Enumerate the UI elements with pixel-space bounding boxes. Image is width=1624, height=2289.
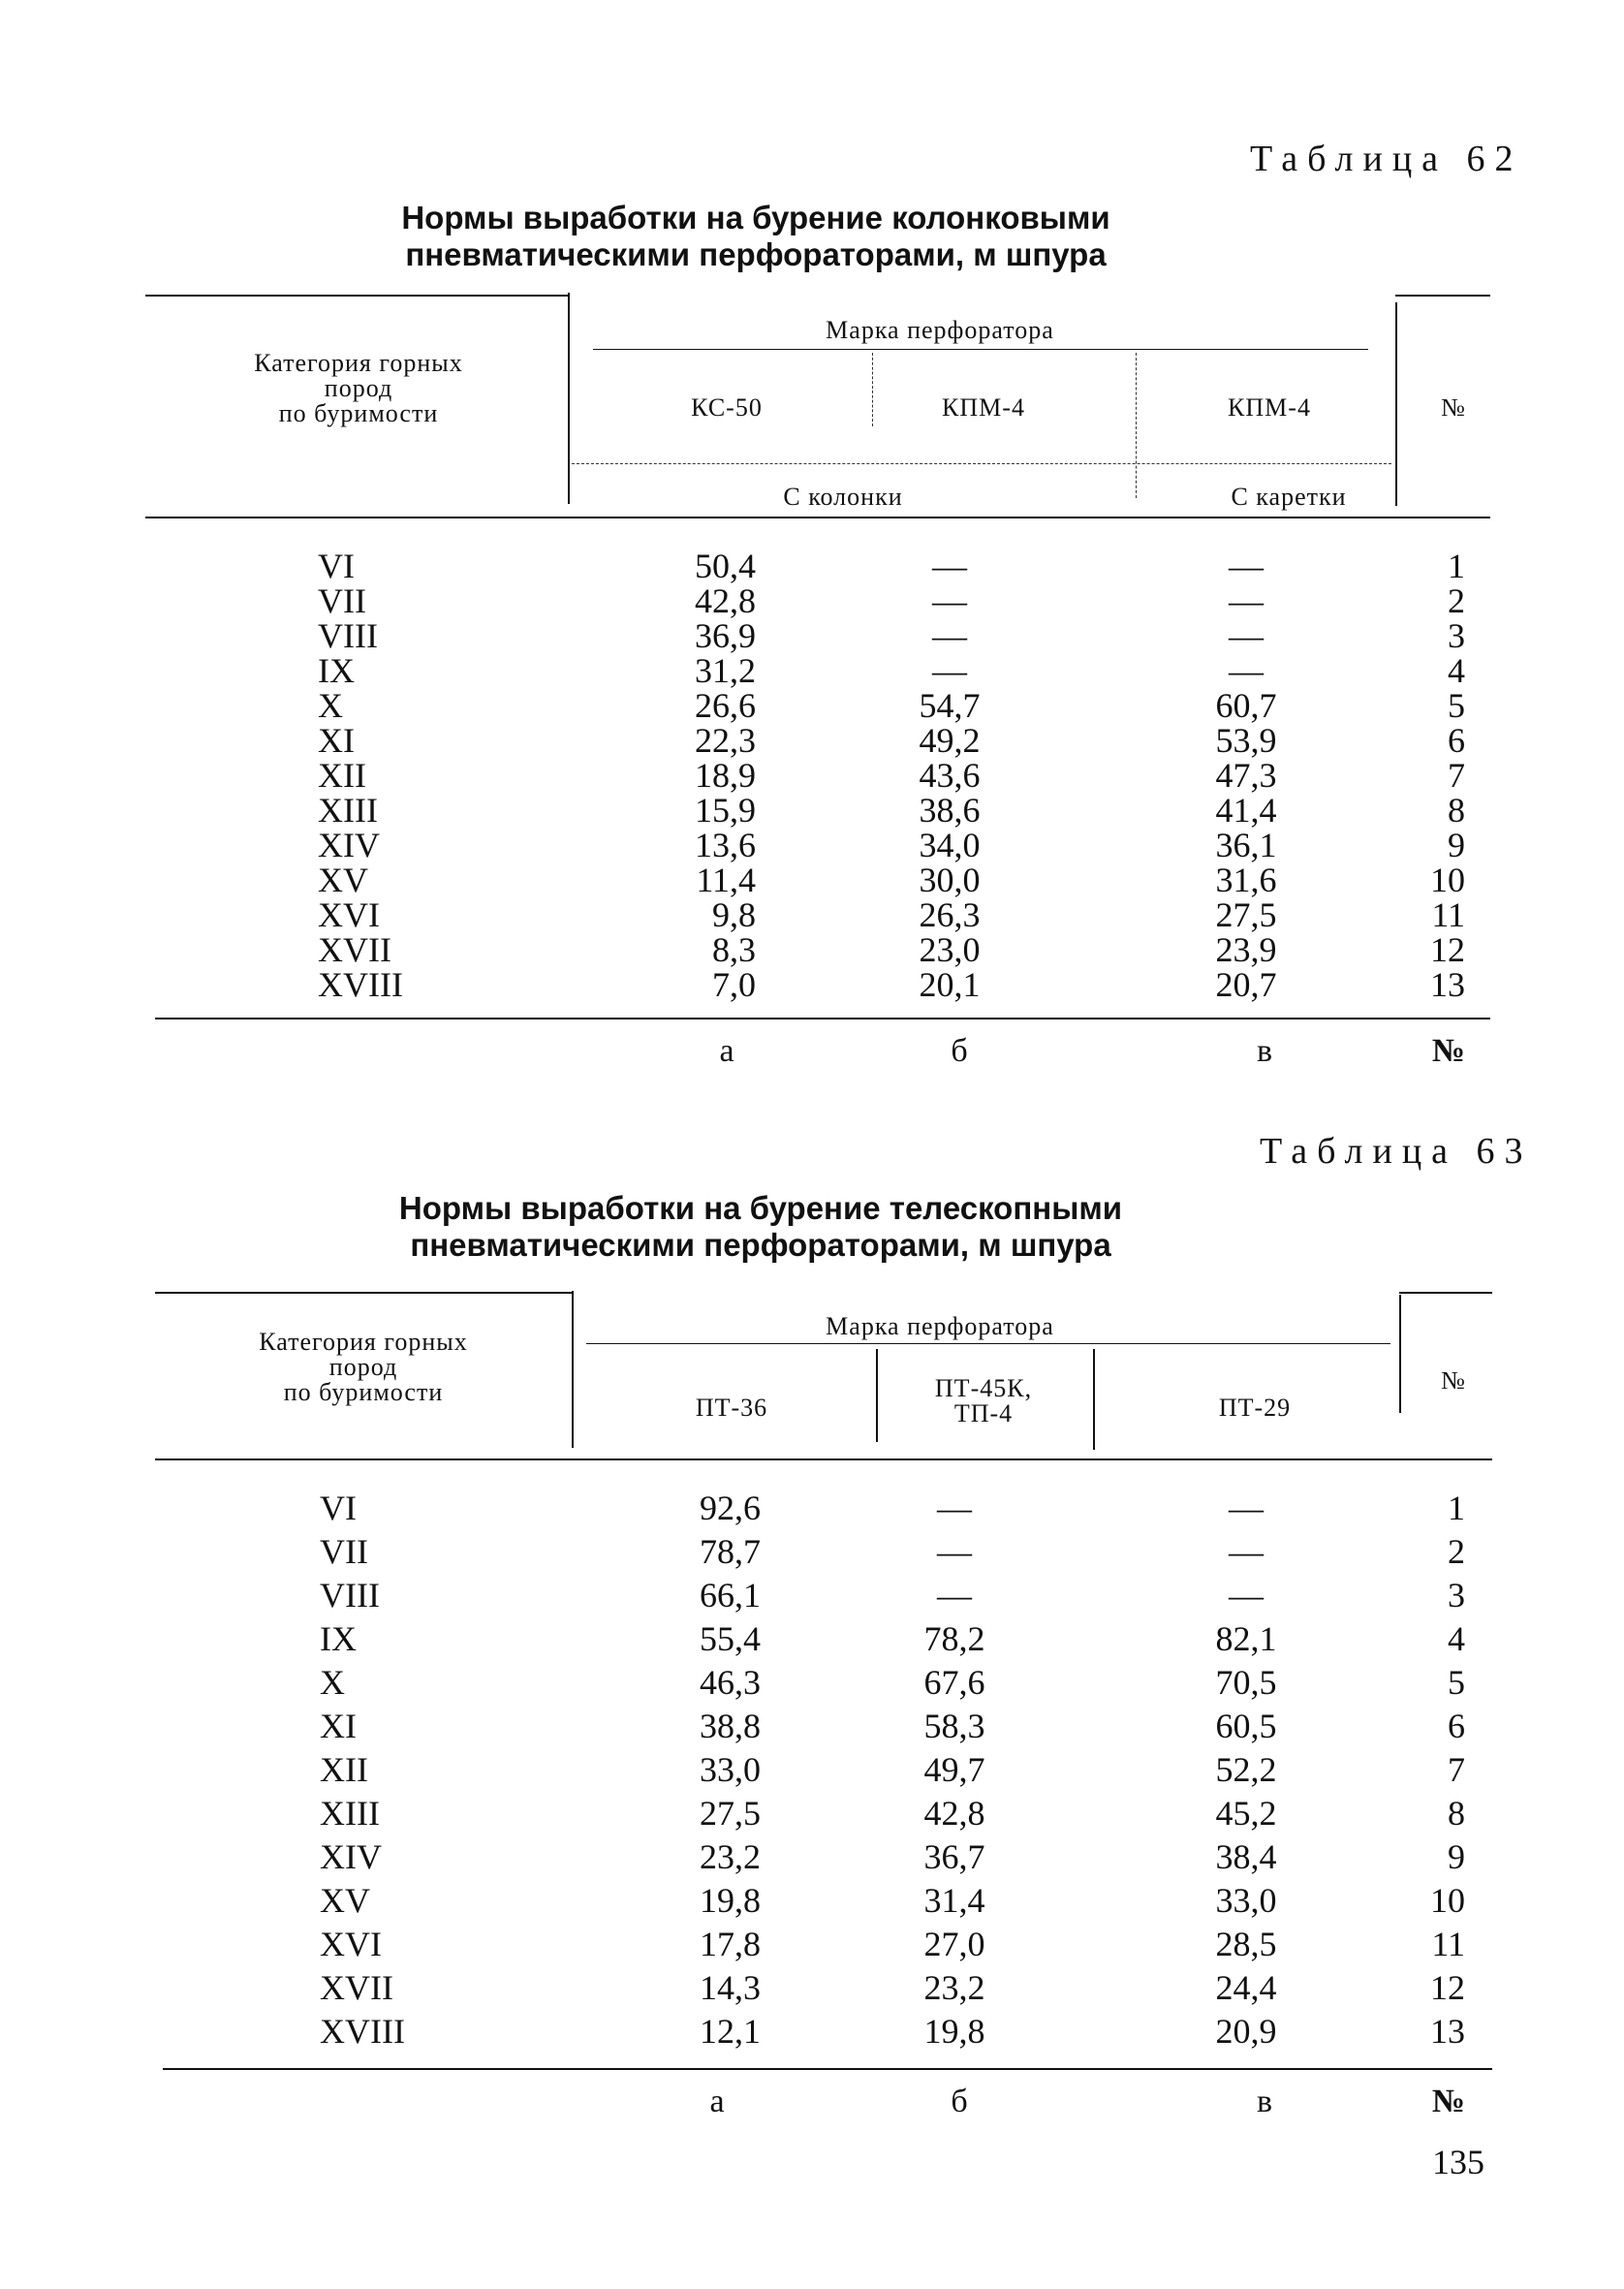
row-category: IX xyxy=(318,651,355,690)
row-value-c: 20,9 xyxy=(1215,2012,1277,2051)
t62-sub-c: С каретки xyxy=(1231,483,1347,511)
row-value-a: 17,8 xyxy=(700,1925,761,1963)
t62-sub-rule xyxy=(572,463,1391,464)
row-category: XV xyxy=(320,1881,370,1920)
t62-top-rule-left xyxy=(145,295,568,297)
row-value-b: 23,2 xyxy=(923,1968,985,2007)
table-63-title-line2: пневматическими перфораторами, м шпура xyxy=(410,1227,1111,1263)
row-value-b: 23,0 xyxy=(919,930,981,969)
t63-top-rule-left xyxy=(155,1292,572,1294)
row-number: 6 xyxy=(1448,721,1465,760)
row-value-a: 18,9 xyxy=(695,756,756,795)
row-number: 7 xyxy=(1448,1750,1465,1789)
row-value-b: — xyxy=(932,616,967,655)
row-value-b: — xyxy=(937,1532,972,1571)
row-category: IX xyxy=(320,1619,357,1658)
row-number: 10 xyxy=(1430,1881,1465,1920)
row-value-c: — xyxy=(1229,1576,1264,1615)
row-category: XVI xyxy=(320,1925,382,1963)
table-62-title xyxy=(320,200,1192,273)
row-number: 6 xyxy=(1448,1707,1465,1745)
row-category: VI xyxy=(318,547,355,585)
table-62-title-line2: пневматическими перфораторами, м шпура xyxy=(405,236,1107,272)
row-value-b: 31,4 xyxy=(923,1881,985,1920)
row-value-b: 27,0 xyxy=(923,1925,985,1963)
row-number: 9 xyxy=(1448,1837,1465,1876)
row-category: VII xyxy=(318,581,366,620)
row-number: 10 xyxy=(1430,861,1465,899)
t62-footer-a: а xyxy=(719,1033,734,1069)
row-value-c: 60,7 xyxy=(1215,686,1277,725)
row-value-a: 11,4 xyxy=(696,861,756,899)
row-value-b: 30,0 xyxy=(919,861,981,899)
table-62-title-line1: Нормы выработки на бурение колонковыми xyxy=(401,200,1110,235)
t63-num-header: № xyxy=(1441,1366,1466,1395)
row-value-a: 23,2 xyxy=(700,1837,761,1876)
row-value-b: 20,1 xyxy=(919,965,981,1004)
row-value-b: 54,7 xyxy=(919,686,981,725)
row-value-a: 46,3 xyxy=(700,1663,761,1702)
row-number: 11 xyxy=(1431,1925,1465,1963)
row-value-a: 14,3 xyxy=(700,1968,761,2007)
t62-category-line1: Категория горных xyxy=(254,349,463,377)
t63-brand-rule xyxy=(586,1343,1390,1344)
row-value-c: 41,4 xyxy=(1215,791,1277,830)
row-value-a: 13,6 xyxy=(695,826,756,864)
row-value-b: 26,3 xyxy=(919,895,981,934)
row-value-c: 45,2 xyxy=(1215,1794,1277,1833)
t63-top-rule-right xyxy=(1399,1292,1492,1294)
row-value-c: 36,1 xyxy=(1215,826,1277,864)
row-number: 11 xyxy=(1431,895,1465,934)
t62-brand-header: Марка перфоратора xyxy=(826,316,1054,344)
row-value-c: — xyxy=(1229,1489,1264,1527)
row-value-b: 58,3 xyxy=(923,1707,985,1745)
row-value-c: 20,7 xyxy=(1215,965,1277,1004)
row-value-c: 33,0 xyxy=(1215,1881,1277,1920)
t62-num-header: № xyxy=(1441,393,1466,422)
row-value-c: 24,4 xyxy=(1215,1968,1277,2007)
t62-vline-num xyxy=(1395,302,1397,506)
table-63-title xyxy=(325,1190,1197,1264)
t63-category-line2: пород xyxy=(328,1353,398,1381)
row-value-a: 9,8 xyxy=(712,895,756,934)
t62-header-bottom-rule xyxy=(145,517,1490,518)
t63-vline-num xyxy=(1399,1295,1401,1413)
row-value-a: 12,1 xyxy=(700,2012,761,2051)
row-category: VII xyxy=(320,1532,368,1571)
row-value-c: — xyxy=(1229,1532,1264,1571)
row-value-b: 49,2 xyxy=(919,721,981,760)
row-category: XII xyxy=(318,756,366,795)
t63-bottom-rule xyxy=(163,2068,1492,2070)
row-value-c: 52,2 xyxy=(1215,1750,1277,1789)
row-number: 3 xyxy=(1448,1576,1465,1615)
t62-footer-num: № xyxy=(1431,1033,1466,1069)
row-value-c: 60,5 xyxy=(1215,1707,1277,1745)
t63-footer-num: № xyxy=(1431,2084,1466,2119)
t63-vline-bc xyxy=(1093,1349,1095,1450)
row-category: XII xyxy=(320,1750,368,1789)
t62-category-line2: пород xyxy=(324,374,393,402)
t62-col-b-header: КПМ-4 xyxy=(942,393,1025,422)
row-value-a: 26,6 xyxy=(695,686,756,725)
row-value-a: 78,7 xyxy=(700,1532,761,1571)
row-value-c: 23,9 xyxy=(1215,930,1277,969)
t63-footer-b: б xyxy=(951,2084,968,2119)
row-number: 1 xyxy=(1448,1489,1465,1527)
row-value-b: 34,0 xyxy=(919,826,981,864)
row-value-a: 38,8 xyxy=(700,1707,761,1745)
t63-category-header xyxy=(199,1330,528,1405)
t63-header-bottom-rule xyxy=(155,1458,1492,1460)
row-value-a: 33,0 xyxy=(700,1750,761,1789)
row-value-a: 31,2 xyxy=(695,651,756,690)
t62-category-line3: по буримости xyxy=(278,399,439,427)
row-value-a: 36,9 xyxy=(695,616,756,655)
row-value-b: 43,6 xyxy=(919,756,981,795)
row-category: XVII xyxy=(318,930,391,969)
row-number: 8 xyxy=(1448,791,1465,830)
row-category: VIII xyxy=(320,1576,380,1615)
row-value-a: 7,0 xyxy=(712,965,756,1004)
row-category: XVI xyxy=(318,895,380,934)
row-number: 7 xyxy=(1448,756,1465,795)
t63-vline-category xyxy=(572,1291,574,1448)
t62-vline-category xyxy=(568,293,570,504)
row-value-c: 27,5 xyxy=(1215,895,1277,934)
row-value-b: 67,6 xyxy=(923,1663,985,1702)
row-value-b: — xyxy=(937,1489,972,1527)
row-value-c: — xyxy=(1229,616,1264,655)
row-category: X xyxy=(318,686,343,725)
row-category: XV xyxy=(318,861,368,899)
row-value-a: 15,9 xyxy=(695,791,756,830)
row-number: 12 xyxy=(1430,930,1465,969)
t62-col-a-header: КС-50 xyxy=(691,393,763,422)
row-value-a: 19,8 xyxy=(700,1881,761,1920)
row-number: 2 xyxy=(1448,1532,1465,1571)
row-value-a: 27,5 xyxy=(700,1794,761,1833)
t62-col-c-header: КПМ-4 xyxy=(1228,393,1311,422)
t63-footer-a: а xyxy=(709,2084,725,2119)
row-value-b: 19,8 xyxy=(923,2012,985,2051)
row-category: XVIII xyxy=(318,965,403,1004)
row-category: XIII xyxy=(320,1794,380,1833)
row-category: XVIII xyxy=(320,2012,405,2051)
row-number: 3 xyxy=(1448,616,1465,655)
t63-brand-header: Марка перфоратора xyxy=(826,1312,1054,1340)
row-number: 5 xyxy=(1448,686,1465,725)
t63-col-b-line2: ТП-4 xyxy=(953,1399,1014,1427)
row-value-c: 28,5 xyxy=(1215,1925,1277,1963)
row-value-c: — xyxy=(1229,547,1264,585)
row-value-a: 50,4 xyxy=(695,547,756,585)
row-number: 9 xyxy=(1448,826,1465,864)
row-value-b: 38,6 xyxy=(919,791,981,830)
row-value-c: — xyxy=(1229,651,1264,690)
row-category: XIV xyxy=(320,1837,382,1876)
table-62-label: Таблица 62 xyxy=(1250,139,1523,179)
row-value-b: — xyxy=(932,581,967,620)
row-number: 13 xyxy=(1430,965,1465,1004)
row-value-c: 70,5 xyxy=(1215,1663,1277,1702)
row-value-a: 66,1 xyxy=(700,1576,761,1615)
t63-col-a-header: ПТ-36 xyxy=(695,1394,768,1422)
row-value-a: 55,4 xyxy=(700,1619,761,1658)
t62-vline-bc xyxy=(1136,353,1137,498)
t62-sub-ab: С колонки xyxy=(783,483,903,511)
t63-col-b-line1: ПТ-45К, xyxy=(934,1374,1033,1402)
row-number: 12 xyxy=(1430,1968,1465,2007)
row-value-c: 38,4 xyxy=(1215,1837,1277,1876)
row-value-b: 36,7 xyxy=(923,1837,985,1876)
t62-footer-b: б xyxy=(951,1033,968,1069)
row-number: 2 xyxy=(1448,581,1465,620)
row-value-a: 92,6 xyxy=(700,1489,761,1527)
row-category: XIV xyxy=(318,826,380,864)
t62-category-header xyxy=(194,351,523,426)
t63-footer-c: в xyxy=(1256,2084,1273,2119)
table-63-label: Таблица 63 xyxy=(1260,1131,1533,1172)
t62-brand-rule xyxy=(593,349,1368,350)
t62-bottom-rule xyxy=(155,1018,1490,1019)
t63-category-line3: по буримости xyxy=(283,1378,444,1406)
row-value-b: — xyxy=(932,651,967,690)
t63-col-c-header: ПТ-29 xyxy=(1218,1394,1292,1422)
row-value-c: 31,6 xyxy=(1215,861,1277,899)
t62-vline-ab xyxy=(872,353,873,426)
t63-category-line1: Категория горных xyxy=(259,1328,468,1356)
row-category: XVII xyxy=(320,1968,393,2007)
row-number: 5 xyxy=(1448,1663,1465,1702)
table-63-title-line1: Нормы выработки на бурение телескопными xyxy=(398,1190,1123,1226)
row-category: XIII xyxy=(318,791,378,830)
row-value-b: 78,2 xyxy=(923,1619,985,1658)
row-value-c: — xyxy=(1229,581,1264,620)
row-number: 1 xyxy=(1448,547,1465,585)
row-number: 4 xyxy=(1448,1619,1465,1658)
row-value-a: 42,8 xyxy=(695,581,756,620)
row-value-c: 82,1 xyxy=(1215,1619,1277,1658)
page-number: 135 xyxy=(1432,2143,1484,2181)
row-value-b: — xyxy=(932,547,967,585)
t63-vline-ab xyxy=(876,1349,878,1442)
row-category: XI xyxy=(320,1707,357,1745)
row-number: 8 xyxy=(1448,1794,1465,1833)
row-number: 4 xyxy=(1448,651,1465,690)
row-category: X xyxy=(320,1663,345,1702)
row-number: 13 xyxy=(1430,2012,1465,2051)
row-value-a: 8,3 xyxy=(712,930,756,969)
row-value-b: — xyxy=(937,1576,972,1615)
t62-top-rule-right xyxy=(1395,295,1490,297)
row-value-a: 22,3 xyxy=(695,721,756,760)
row-category: VIII xyxy=(318,616,378,655)
t62-footer-c: в xyxy=(1256,1033,1273,1069)
row-category: XI xyxy=(318,721,355,760)
t63-col-b-header xyxy=(896,1376,1071,1427)
row-value-c: 53,9 xyxy=(1215,721,1277,760)
row-category: VI xyxy=(320,1489,357,1527)
row-value-b: 42,8 xyxy=(923,1794,985,1833)
row-value-c: 47,3 xyxy=(1215,756,1277,795)
row-value-b: 49,7 xyxy=(923,1750,985,1789)
